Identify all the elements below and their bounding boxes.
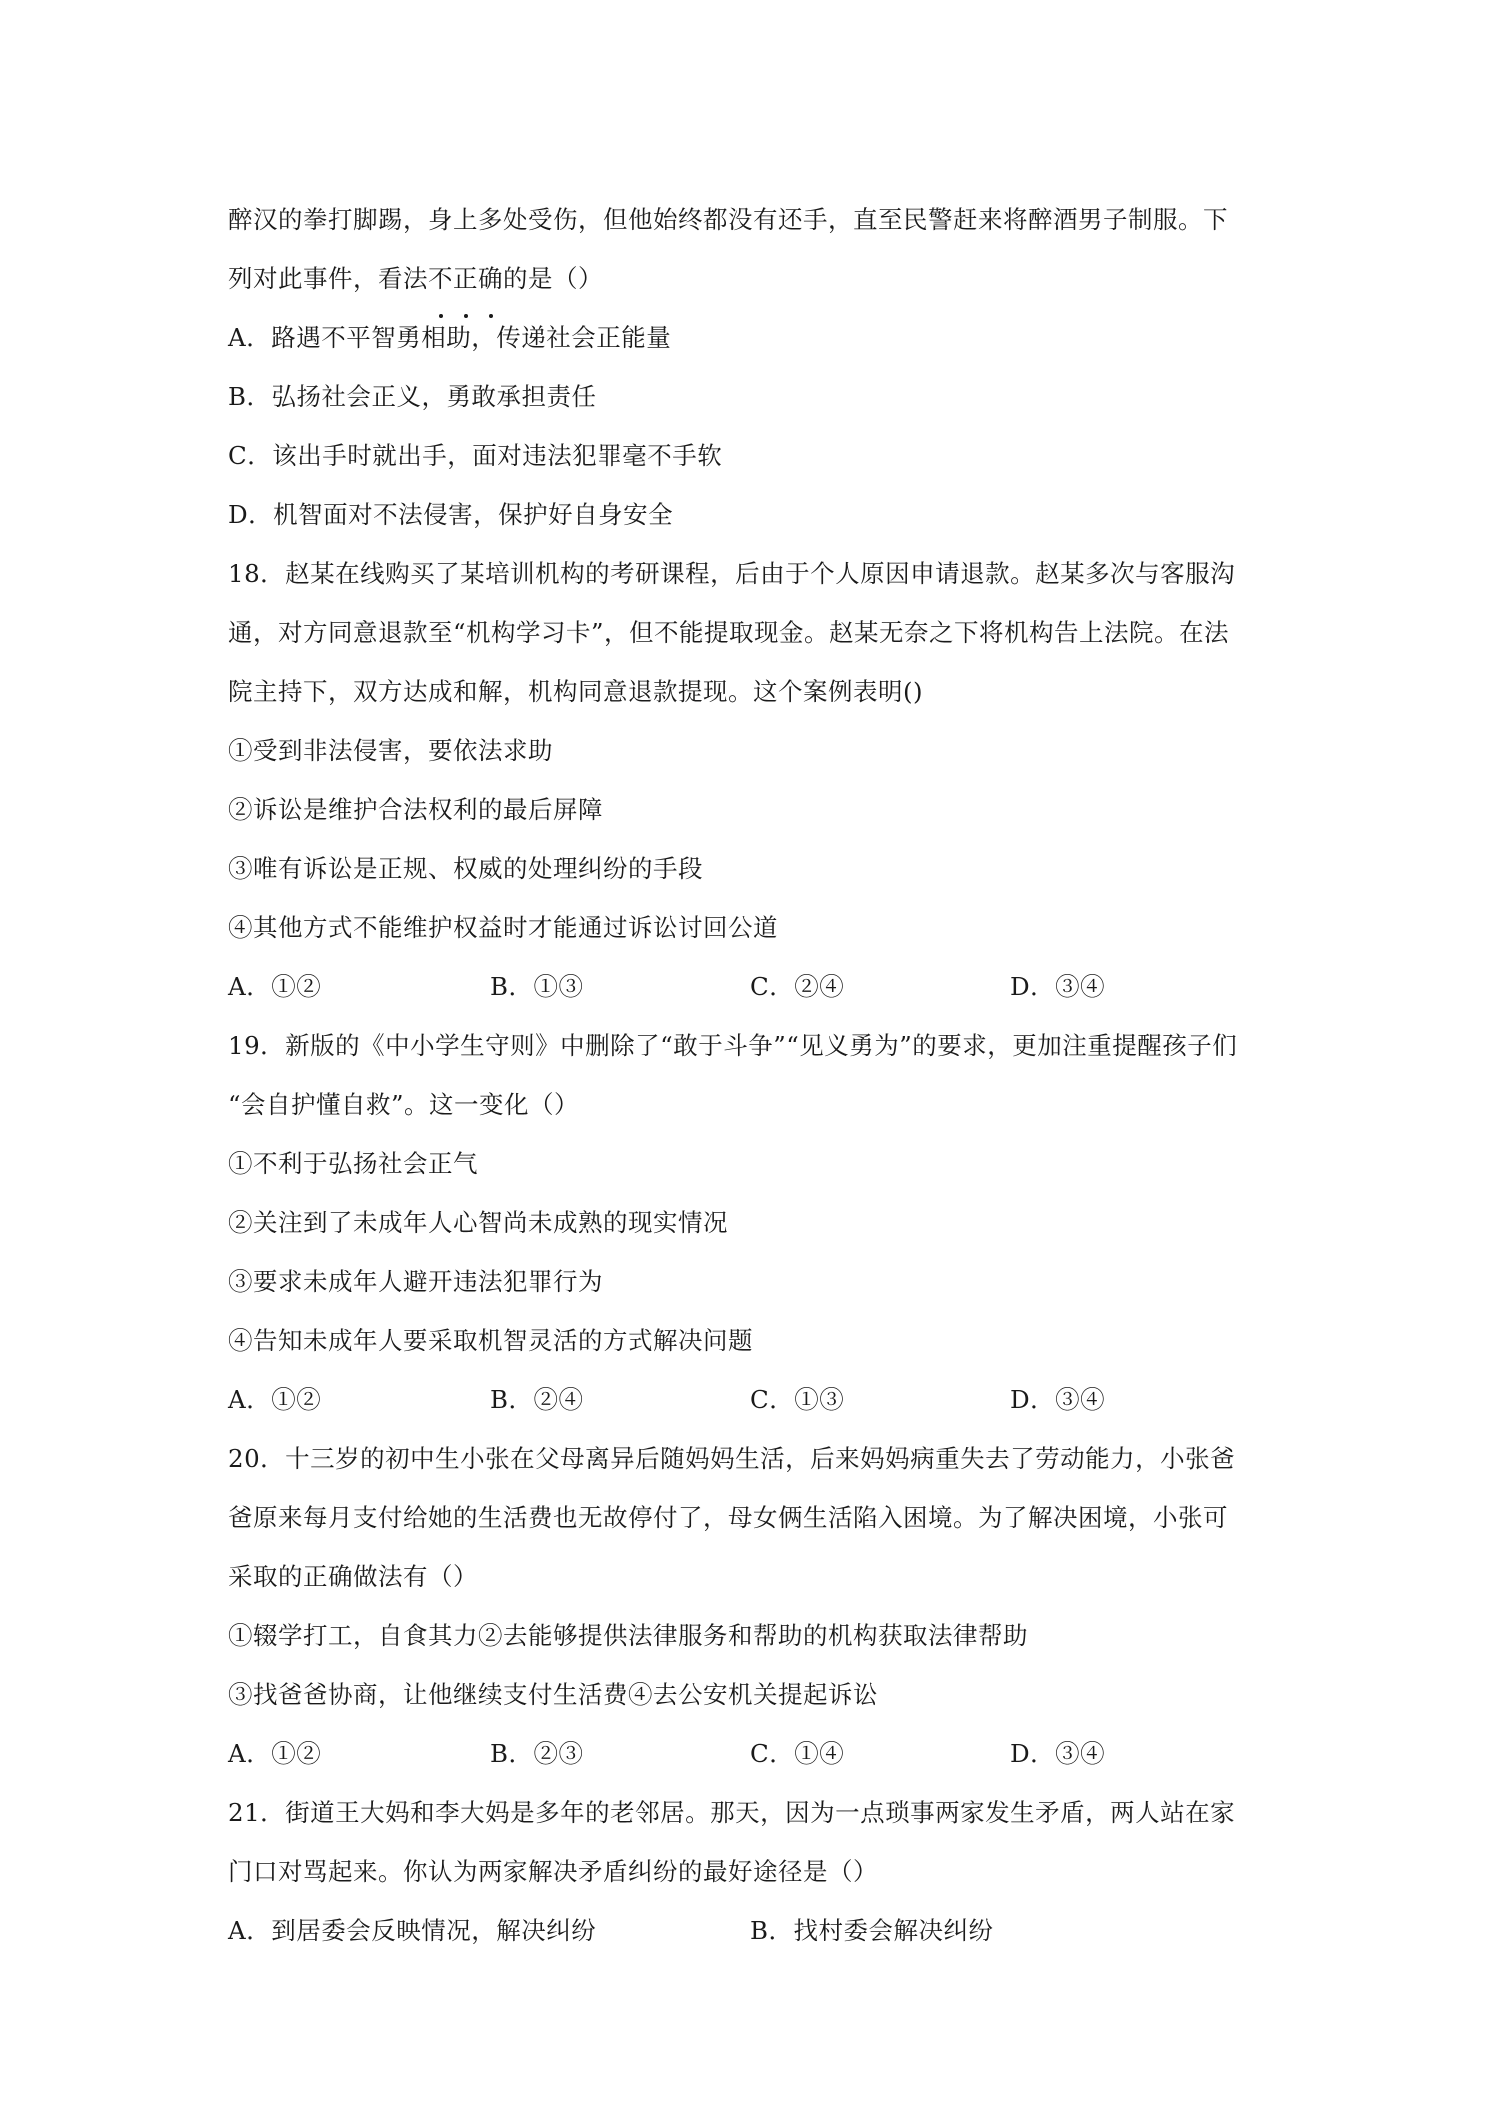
q20-option-c: C．①④ — [750, 1739, 845, 1768]
q18-option-d: D．③④ — [1010, 972, 1106, 1001]
emphasis-char: 正 — [453, 249, 478, 308]
q19-option-a: A．①② — [228, 1385, 322, 1414]
q18-option-c: C．②④ — [750, 972, 845, 1001]
q17-option-c: C．该出手时就出手，面对违法犯罪毫不手软 — [228, 441, 723, 470]
q17-stem-text: 的是（） — [503, 264, 603, 293]
q18-option-b: B．①③ — [490, 972, 584, 1001]
q18-item: ④其他方式不能维护权益时才能通过诉讼讨回公道 — [228, 913, 778, 942]
q18-stem-line: 院主持下，双方达成和解，机构同意退款提现。这个案例表明() — [228, 677, 924, 706]
q19-stem-line: “会自护懂自救”。这一变化（） — [228, 1090, 580, 1119]
q19-option-b: B．②④ — [490, 1385, 584, 1414]
q19-item: ②关注到了未成年人心智尚未成熟的现实情况 — [228, 1208, 728, 1237]
emphasis-char: 不 — [428, 249, 453, 308]
q21-option-a: A．到居委会反映情况，解决纠纷 — [228, 1916, 597, 1945]
q19-option-c: C．①③ — [750, 1385, 845, 1414]
q18-option-a: A．①② — [228, 972, 322, 1001]
q17-option-a: A．路遇不平智勇相助，传递社会正能量 — [228, 323, 672, 352]
q20-option-a: A．①② — [228, 1739, 322, 1768]
q20-stem-line: 采取的正确做法有（） — [228, 1562, 478, 1591]
q19-item: ④告知未成年人要采取机智灵活的方式解决问题 — [228, 1326, 753, 1355]
q18-stem-line: 18．赵某在线购买了某培训机构的考研课程，后由于个人原因申请退款。赵某多次与客服沟 — [228, 559, 1236, 588]
q18-item: ②诉讼是维护合法权利的最后屏障 — [228, 795, 603, 824]
q19-item: ③要求未成年人避开违法犯罪行为 — [228, 1267, 603, 1296]
q20-item: ③找爸爸协商，让他继续支付生活费④去公安机关提起诉讼 — [228, 1680, 878, 1709]
exam-page — [228, 190, 1278, 1960]
q17-stem-line — [228, 249, 1278, 308]
q21-option-b: B．找村委会解决纠纷 — [750, 1916, 994, 1945]
q20-stem-line: 20．十三岁的初中生小张在父母离异后随妈妈生活，后来妈妈病重失去了劳动能力，小张爸 — [228, 1444, 1236, 1473]
q20-stem-line: 爸原来每月支付给她的生活费也无故停付了，母女俩生活陷入困境。为了解决困境，小张可 — [228, 1503, 1228, 1532]
q19-item: ①不利于弘扬社会正气 — [228, 1149, 478, 1178]
q21-stem-line: 21．街道王大妈和李大妈是多年的老邻居。那天，因为一点琐事两家发生矛盾，两人站在家 — [228, 1798, 1236, 1827]
q18-item: ①受到非法侵害，要依法求助 — [228, 736, 553, 765]
q18-options — [228, 957, 1278, 1016]
q17-option-d: D．机智面对不法侵害，保护好自身安全 — [228, 500, 674, 529]
emphasis-char: 确 — [478, 249, 503, 308]
q21-options — [228, 1901, 1278, 1960]
q17-stem-line: 醉汉的拳打脚踢，身上多处受伤，但他始终都没有还手，直至民警赶来将醉酒男子制服。下 — [228, 205, 1228, 234]
q19-options — [228, 1370, 1278, 1429]
q19-option-d: D．③④ — [1010, 1385, 1106, 1414]
q20-option-b: B．②③ — [490, 1739, 584, 1768]
q21-stem-line: 门口对骂起来。你认为两家解决矛盾纠纷的最好途径是（） — [228, 1857, 878, 1886]
q17-option-b: B．弘扬社会正义，勇敢承担责任 — [228, 382, 597, 411]
q20-item: ①辍学打工，自食其力②去能够提供法律服务和帮助的机构获取法律帮助 — [228, 1621, 1028, 1650]
q18-stem-line: 通，对方同意退款至“机构学习卡”，但不能提取现金。赵某无奈之下将机构告上法院。在法 — [228, 618, 1230, 647]
q20-options — [228, 1724, 1278, 1783]
q17-stem-text: 列对此事件，看法 — [228, 264, 428, 293]
q18-item: ③唯有诉讼是正规、权威的处理纠纷的手段 — [228, 854, 703, 883]
q19-stem-line: 19．新版的《中小学生守则》中删除了“敢于斗争”“见义勇为”的要求，更加注重提醒孩子们 — [228, 1031, 1238, 1060]
q20-option-d: D．③④ — [1010, 1739, 1106, 1768]
